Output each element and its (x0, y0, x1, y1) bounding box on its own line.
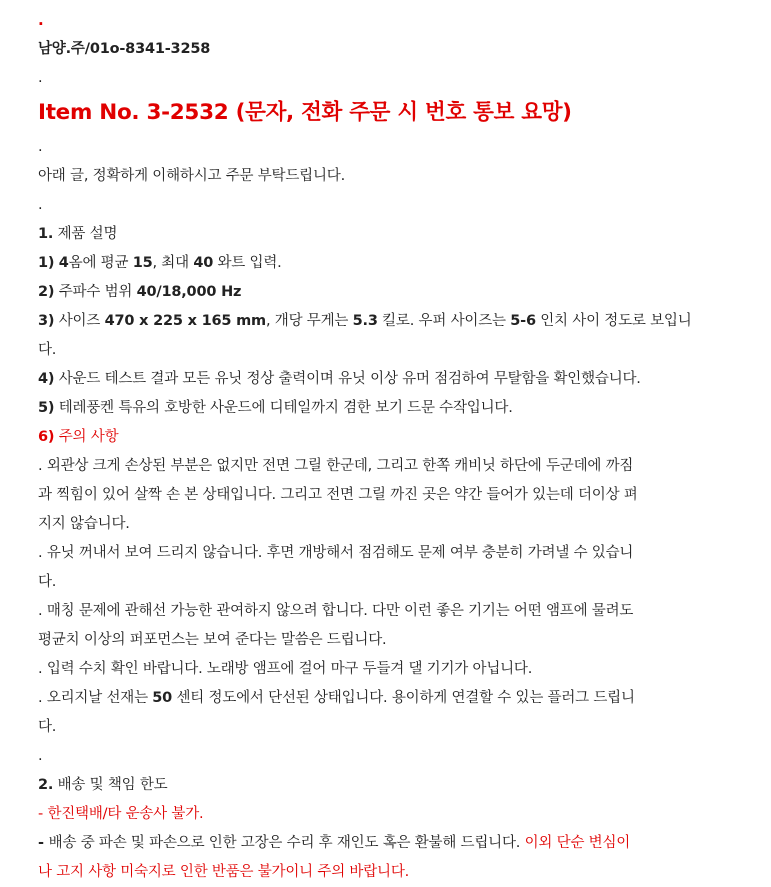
note-2-line-2: 다. (38, 574, 57, 590)
spec-item-5 (38, 394, 771, 423)
liability-text: 배송 중 파손 및 파손으로 인한 고장은 수리 후 재인도 혹은 환불해 드립니다. (48, 835, 525, 851)
top-dot: . (38, 11, 44, 29)
spec-text: 와트 입력. (213, 255, 282, 271)
separator-dot: . (38, 70, 43, 86)
note-3-line-2: 평균치 이상의 퍼포먼스는 보여 준다는 말씀은 드립니다. (38, 632, 387, 648)
section2-heading (38, 771, 771, 800)
item-title: Item No. 3-2532 (문자, 전화 주문 시 번호 통보 요망) (38, 100, 572, 125)
spec-number: 3) (38, 313, 55, 329)
liability-warning: 이외 단순 변심이 (524, 835, 631, 851)
note-2-line-1: . 유닛 꺼내서 보여 드리지 않습니다. 후면 개방해서 점검해도 문제 여부 충분히 가려낼 수 있습니 (38, 545, 634, 561)
separator-dot: . (38, 748, 43, 764)
separator-dot: . (38, 197, 43, 213)
spec-value: 4 (58, 255, 69, 271)
spec-text: 사이즈 (54, 313, 105, 329)
spec-value: 40/18,000 Hz (136, 284, 242, 300)
dash: - (38, 835, 49, 851)
section1-title: 제품 설명 (53, 226, 118, 242)
spec-value: 40 (193, 255, 214, 271)
spec-text: 주파수 범위 (54, 284, 137, 300)
spec-number: 1) (38, 255, 55, 271)
liability-line-2: 나 고지 사항 미숙지로 인한 반품은 불가이니 주의 바랍니다. (38, 864, 410, 880)
spec-text: , 최대 (152, 255, 194, 271)
spec-number: 2) (38, 284, 55, 300)
note-3-line-1: . 매칭 문제에 관해선 가능한 관여하지 않으려 합니다. 다만 이런 좋은 기기는 어떤 앰프에 물려도 (38, 603, 634, 619)
spec-value: 470 x 225 x 165 mm (104, 313, 266, 329)
caution-title: 주의 사항 (54, 429, 119, 445)
note-1-line-1: . 외관상 크게 손상된 부분은 없지만 전면 그릴 한군데, 그리고 한쪽 캐비닛 하단에 두군데에 까짐 (38, 458, 634, 474)
spec-item-1 (38, 249, 771, 278)
note-text: 센티 정도에서 단선된 상태입니다. 용이하게 연결할 수 있는 플러그 드립니 (172, 690, 635, 706)
spec-number: 5) (38, 400, 55, 416)
note-text: . 오리지날 선재는 (38, 690, 153, 706)
spec-item-2 (38, 278, 771, 307)
spec-value: 15 (132, 255, 153, 271)
note-5-line-2: 다. (38, 719, 57, 735)
spec-item-4 (38, 365, 771, 394)
spec-text: 인치 사이 정도로 보입니 (535, 313, 692, 329)
spec-item-3 (38, 307, 771, 336)
spec-text: , 개당 무게는 (265, 313, 353, 329)
caution-heading (38, 423, 771, 452)
note-1-line-2: 과 찍힘이 있어 살짝 손 본 상태입니다. 그리고 전면 그릴 까진 곳은 약간 들어가 있는데 더이상 펴 (38, 487, 638, 503)
spec-text: 킬로. 우퍼 사이즈는 (377, 313, 511, 329)
note-1-line-3: 지지 않습니다. (38, 516, 130, 532)
spec-value: 5.3 (352, 313, 378, 329)
spec-text: 사운드 테스트 결과 모든 유닛 정상 출력이며 유닛 이상 유머 점검하여 무탈함을 확인했습니다. (54, 371, 641, 387)
separator-dot: . (38, 139, 43, 155)
spec-text: 옴에 평균 (68, 255, 133, 271)
spec-value: 5-6 (510, 313, 536, 329)
spec-text: 테레풍켄 특유의 호방한 사운드에 디테일까지 겸한 보기 드문 수작입니다. (54, 400, 513, 416)
section1-heading (38, 220, 771, 249)
contact-line (38, 35, 771, 64)
section1-number: 1. (38, 226, 54, 242)
section2-title: 배송 및 책임 한도 (53, 777, 168, 793)
contact-text: 남양.주/01o-8341-3258 (38, 41, 211, 57)
spec-item-3-cont: 다. (38, 342, 57, 358)
spec-number: 4) (38, 371, 55, 387)
note-5-line-1 (38, 684, 771, 713)
courier-restriction: - 한진택배/타 운송사 불가. (38, 806, 204, 822)
note-4-line-1: . 입력 수치 확인 바랍니다. 노래방 앰프에 걸어 마구 두들겨 댈 기기가 아닙니다. (38, 661, 533, 677)
section2-number: 2. (38, 777, 54, 793)
note-value: 50 (152, 690, 173, 706)
spec-number: 6) (38, 429, 55, 445)
liability-line-1 (38, 829, 771, 858)
intro-text: 아래 글, 정확하게 이해하시고 주문 부탁드립니다. (38, 168, 346, 184)
